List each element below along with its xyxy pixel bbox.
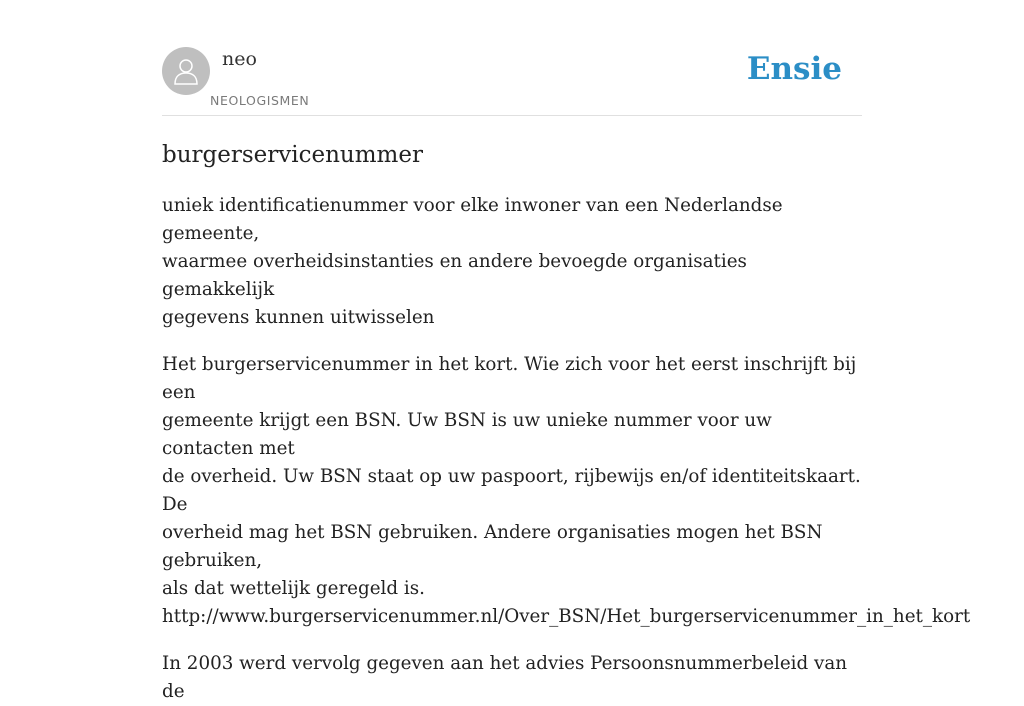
history-text: In 2003 werd vervolg gegeven aan het advies Persoonsnummerbeleid van de — [162, 653, 848, 702]
definition-text: uniek identificatienummer voor elke inwoner van een Nederlandse gemeente, waarmee overheidsinstanties en andere bevoegde organisaties gemakkelijk gegevens kunnen uitwisselen — [162, 195, 783, 328]
category-label[interactable]: NEOLOGISMEN — [210, 93, 310, 108]
brand-logo[interactable]: Ensie — [746, 51, 842, 87]
example-text — [162, 351, 971, 631]
entry-content — [162, 192, 971, 706]
user-avatar-icon — [171, 56, 201, 86]
example-body: Het burgerservicenummer in het kort. Wie zich voor het eerst inschrijft bij een gemeente krijgt een BSN. Uw BSN is uw unieke nummer voor uw contacten met de overheid. Uw BSN staat op uw paspoort, rijbewijs en/of identiteitskaart. De overheid mag het BSN gebruiken. Andere organisaties mogen het BSN gebruiken, als dat wettelijk geregeld is. — [162, 354, 861, 599]
avatar[interactable] — [162, 47, 210, 95]
author-name[interactable]: neo — [222, 48, 257, 70]
source-link[interactable]: http://www.burgerservicenummer.nl/Over_BSN/Het_burgerservicenummer_in_het_kort — [162, 606, 971, 627]
header-divider — [162, 115, 862, 116]
page-title: burgerservicenummer — [162, 142, 423, 168]
